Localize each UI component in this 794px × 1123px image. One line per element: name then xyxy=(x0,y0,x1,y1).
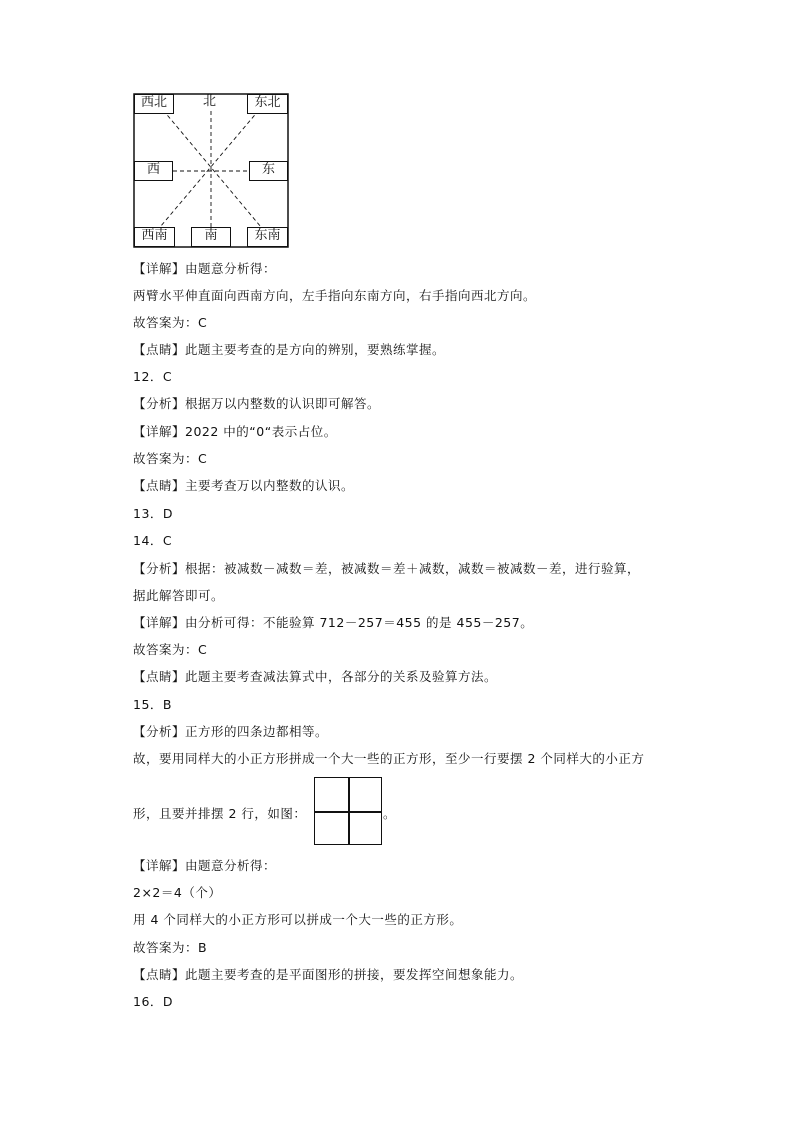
text-line: 【点睛】此题主要考查的是平面图形的拼接，要发挥空间想象能力。 xyxy=(133,967,524,982)
text-line: 形，且要并排摆 2 行，如图： xyxy=(133,806,307,821)
text-line: 故答案为：C xyxy=(133,315,208,330)
text-line: 两臂水平伸直面向西南方向，左手指向东南方向，右手指向西北方向。 xyxy=(133,288,537,303)
compass-diagram xyxy=(133,93,289,248)
text-line: 故答案为：C xyxy=(133,451,208,466)
text-line: 据此解答即可。 xyxy=(133,588,225,603)
text-line: 【详解】由题意分析得： xyxy=(133,858,277,873)
compass-west-box: 西 xyxy=(134,161,173,181)
compass-northeast-box: 东北 xyxy=(247,94,288,114)
compass-northwest-box: 西北 xyxy=(134,94,174,114)
text-line: 【详解】由题意分析得： xyxy=(133,261,277,276)
compass-southwest-box: 西南 xyxy=(134,227,175,247)
text-line: 2×2＝4（个） xyxy=(133,885,222,900)
text-line: 【点睛】此题主要考查的是方向的辨别，要熟练掌握。 xyxy=(133,342,446,357)
text-line: 【详解】由分析可得：不能验算 712－257＝455 的是 455－257。 xyxy=(133,615,534,630)
compass-south-box: 南 xyxy=(191,227,231,247)
text-line: 【点睛】主要考查万以内整数的认识。 xyxy=(133,478,355,493)
text-line: 【点睛】此题主要考查减法算式中，各部分的关系及验算方法。 xyxy=(133,669,498,684)
text-line: 【分析】正方形的四条边都相等。 xyxy=(133,724,329,739)
text-line: 【分析】根据万以内整数的认识即可解答。 xyxy=(133,396,381,411)
grid-horizontal-divider xyxy=(315,811,381,813)
compass-east-box: 东 xyxy=(249,161,288,181)
question-number: 13．D xyxy=(133,506,174,521)
compass-southeast-box: 东南 xyxy=(247,227,288,247)
text-line: 故答案为：C xyxy=(133,642,208,657)
text-line: 【详解】2022 中的“0“表示占位。 xyxy=(133,424,337,439)
question-number: 14．C xyxy=(133,533,173,548)
text-line: 。 xyxy=(383,806,397,821)
question-number: 12．C xyxy=(133,369,173,384)
question-number: 15．B xyxy=(133,697,172,712)
text-line: 用 4 个同样大的小正方形可以拼成一个大一些的正方形。 xyxy=(133,912,463,927)
text-line: 故答案为：B xyxy=(133,940,208,955)
square-grid-figure xyxy=(314,777,382,845)
question-number: 16．D xyxy=(133,994,174,1009)
text-line: 故，要用同样大的小正方形拼成一个大一些的正方形，至少一行要摆 2 个同样大的小正方 xyxy=(133,751,645,766)
compass-north-label: 北 xyxy=(203,94,217,109)
text-line: 【分析】根据：被减数－减数＝差，被减数＝差＋减数，减数＝被减数－差，进行验算， xyxy=(133,561,641,576)
